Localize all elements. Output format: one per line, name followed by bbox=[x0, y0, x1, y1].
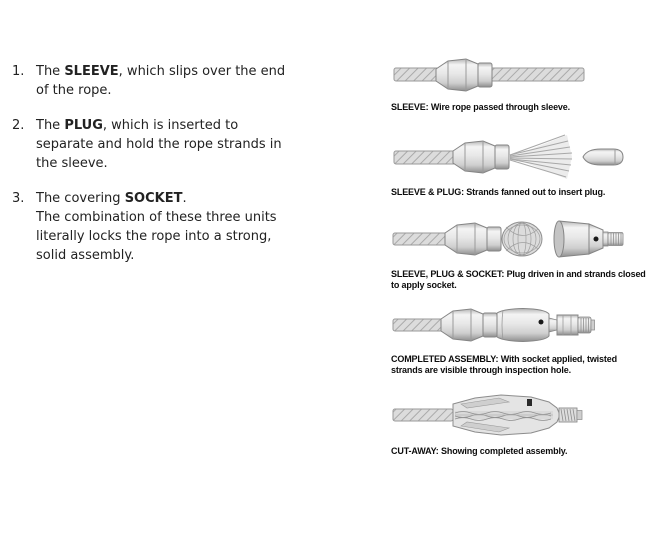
plug-driven-socket-ready-illustration bbox=[391, 213, 641, 265]
cut-away-view-illustration bbox=[391, 388, 641, 442]
figure-caption: COMPLETED ASSEMBLY: With socket applied, twisted strands are visible through inspection hole. bbox=[391, 354, 617, 375]
list-item-text: The SLEEVE, which slips over the end of the rope. bbox=[36, 64, 286, 98]
list-number: 2. bbox=[12, 118, 25, 133]
figure-caption: SLEEVE: Wire rope passed through sleeve. bbox=[391, 102, 570, 112]
figure-caption: SLEEVE, PLUG & SOCKET: Plug driven in and strands closed to apply socket. bbox=[391, 269, 646, 290]
figure-sleeve-plug bbox=[391, 133, 647, 198]
list-number: 1. bbox=[12, 64, 25, 79]
wire-rope-through-sleeve-illustration bbox=[391, 52, 641, 98]
figure-sleeve bbox=[391, 52, 647, 113]
instruction-list bbox=[12, 62, 348, 281]
list-number: 3. bbox=[12, 191, 25, 206]
list-item-text: The covering SOCKET. The combination of these three units literally locks the rope into a strong, solid assembly. bbox=[36, 191, 277, 263]
figure-sleeve-plug-socket bbox=[391, 213, 647, 290]
figure-cut-away bbox=[391, 388, 647, 457]
strands-fanned-with-plug-illustration bbox=[391, 133, 641, 183]
completed-assembly-illustration bbox=[391, 300, 641, 350]
list-item bbox=[12, 189, 348, 265]
figure-completed-assembly bbox=[391, 300, 647, 375]
figure-caption: CUT-AWAY: Showing completed assembly. bbox=[391, 446, 568, 456]
list-item bbox=[12, 62, 348, 100]
list-item-text: The PLUG, which is inserted to separate and hold the rope strands in the sleeve. bbox=[36, 118, 282, 171]
figure-caption: SLEEVE & PLUG: Strands fanned out to insert plug. bbox=[391, 187, 606, 197]
figure-column bbox=[391, 0, 647, 536]
list-item bbox=[12, 116, 348, 173]
